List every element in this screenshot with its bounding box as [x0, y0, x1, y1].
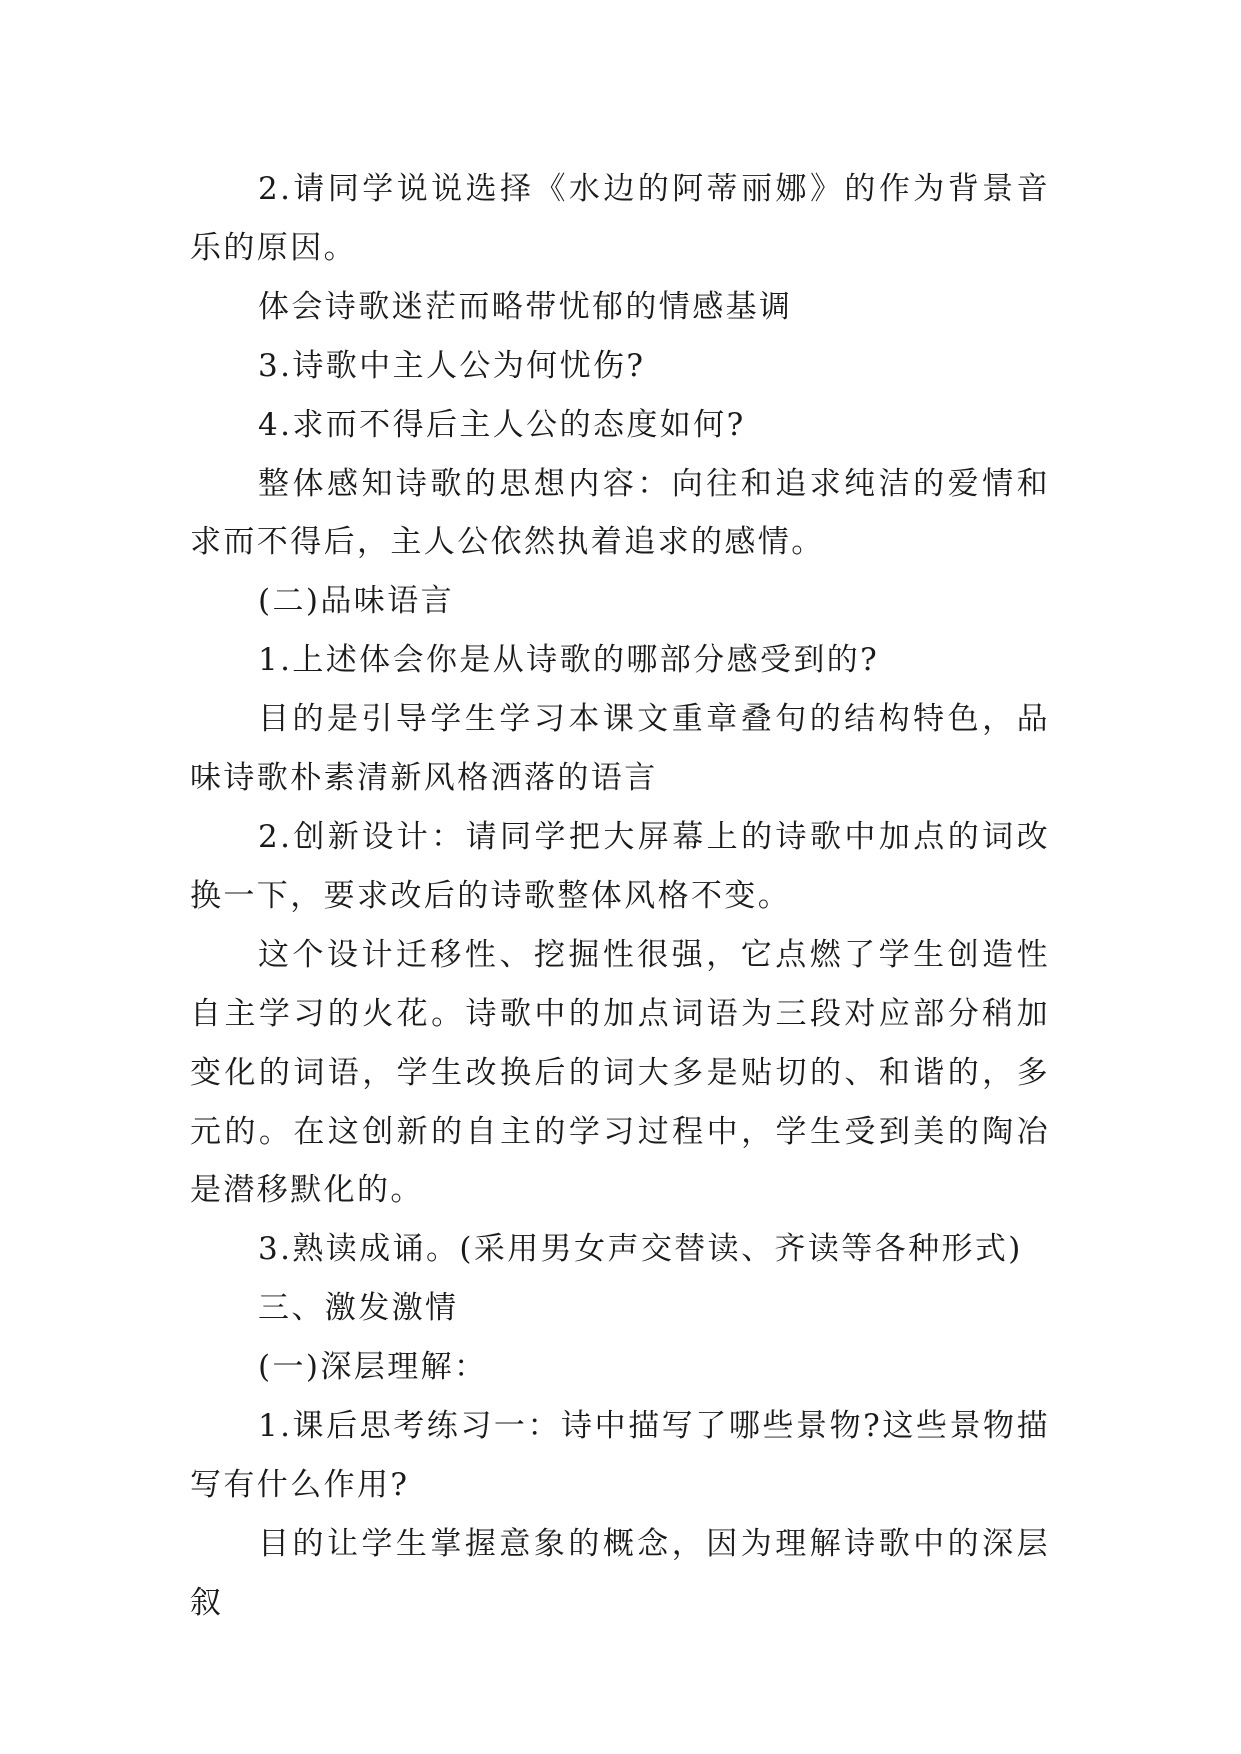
paragraph-5: 整体感知诗歌的思想内容：向往和追求纯洁的爱情和求而不得后，主人公依然执着追求的感情。	[190, 465, 1050, 561]
paragraph-7: 1.上述体会你是从诗歌的哪部分感受到的?	[258, 642, 880, 679]
document-body	[190, 160, 1050, 1633]
paragraph-2: 体会诗歌迷茫而略带忧郁的情感基调	[258, 288, 793, 325]
paragraph-11: 3.熟读成诵。(采用男女声交替读、齐读等各种形式)	[258, 1231, 1023, 1268]
section-heading-inspire: 三、激发激情	[258, 1290, 459, 1327]
paragraph-9: 2.创新设计：请同学把大屏幕上的诗歌中加点的词改换一下，要求改后的诗歌整体风格不变。	[190, 818, 1050, 914]
paragraph-10: 这个设计迁移性、挖掘性很强，它点燃了学生创造性自主学习的火花。诗歌中的加点词语为三段对应部分稍加变化的词语，学生改换后的词大多是贴切的、和谐的，多元的。在这创新的自主的学习过程中，学生受到美的陶冶是潜移默化的。	[190, 936, 1050, 1209]
paragraph-4: 4.求而不得后主人公的态度如何?	[258, 406, 746, 443]
section-heading-taste-language: (二)品味语言	[258, 583, 454, 620]
paragraph-3: 3.诗歌中主人公为何忧伤?	[258, 347, 646, 384]
paragraph-14: 1.课后思考练习一：诗中描写了哪些景物?这些景物描写有什么作用?	[190, 1408, 1050, 1503]
paragraph-8: 目的是引导学生学习本课文重章叠句的结构特色，品味诗歌朴素清新风格洒落的语言	[190, 701, 1050, 797]
paragraph-15: 目的让学生掌握意象的概念，因为理解诗歌中的深层叙	[190, 1525, 1050, 1621]
section-heading-deep-understanding: (一)深层理解：	[258, 1349, 488, 1386]
paragraph-1: 2.请同学说说选择《水边的阿蒂丽娜》的作为背景音乐的原因。	[190, 171, 1050, 266]
